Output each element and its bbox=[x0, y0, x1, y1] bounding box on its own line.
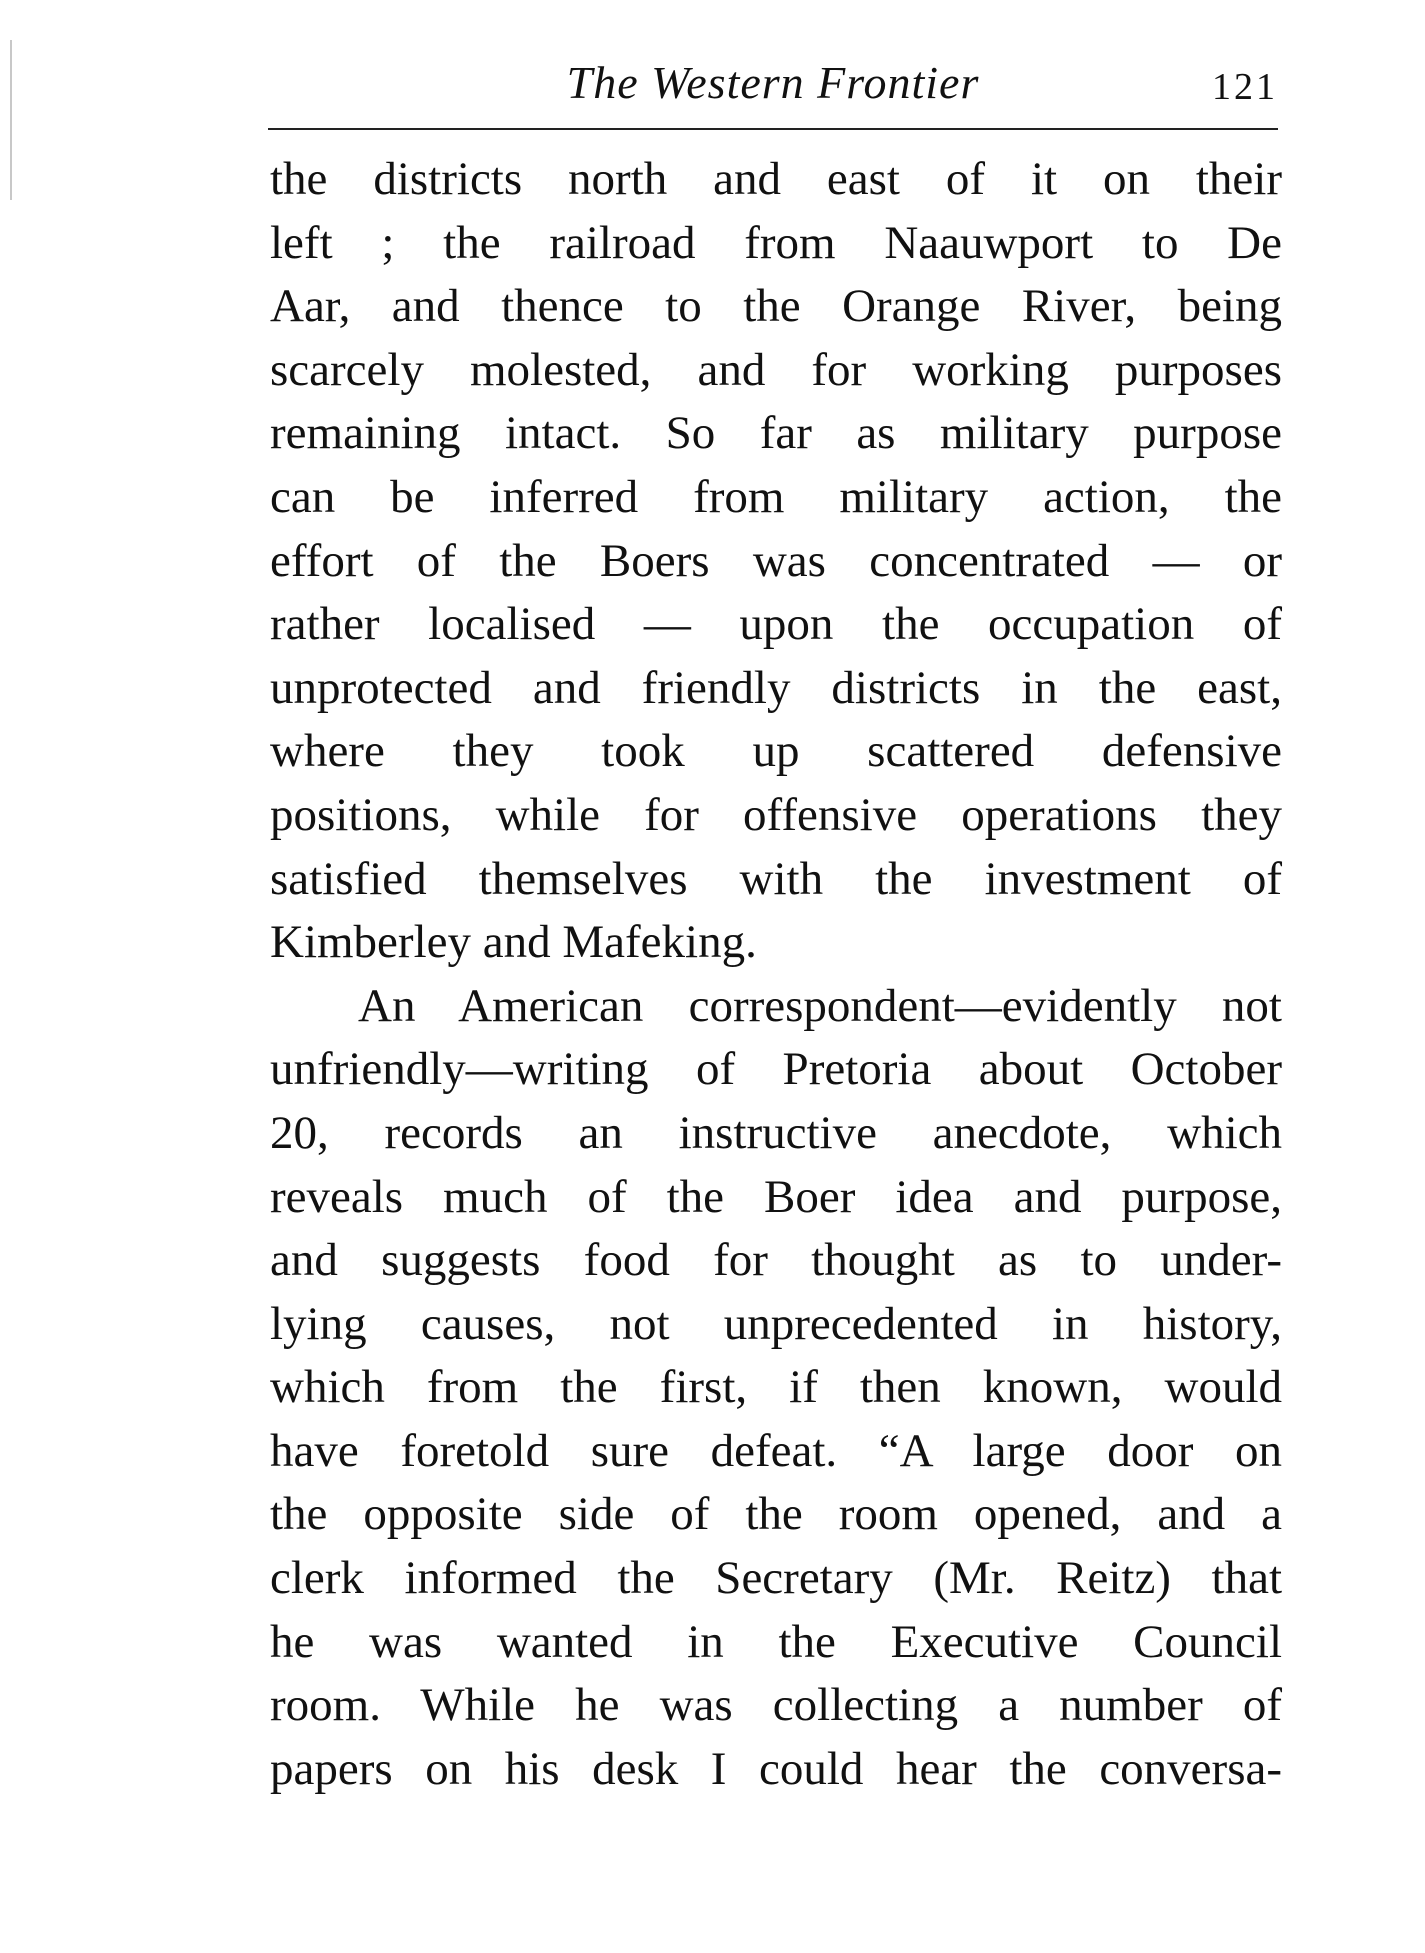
text-line: lying causes, not unprecedented in history, bbox=[270, 1297, 1282, 1350]
header-rule bbox=[268, 128, 1278, 130]
text-line: remaining intact. So far as military purpose bbox=[270, 407, 1282, 460]
text-line: unprotected and friendly districts in the east, bbox=[270, 661, 1282, 714]
text-line: satisfied themselves with the investment of bbox=[270, 852, 1282, 905]
text-line: clerk informed the Secretary (Mr. Reitz) that bbox=[270, 1552, 1282, 1605]
paragraph-2 bbox=[270, 975, 1282, 1802]
text-line: the opposite side of the room opened, and a bbox=[270, 1488, 1282, 1541]
text-line: rather localised — upon the occupation of bbox=[270, 598, 1282, 651]
text-line: Kimberley and Mafeking. bbox=[270, 916, 757, 969]
text-line: the districts north and east of it on their bbox=[270, 153, 1282, 205]
page-number: 121 bbox=[1212, 66, 1278, 108]
scan-margin-mark bbox=[10, 40, 12, 200]
text-line: unfriendly—writing of Pretoria about October bbox=[270, 1043, 1282, 1096]
text-line: reveals much of the Boer idea and purpose, bbox=[270, 1170, 1282, 1223]
text-line: have foretold sure defeat. “A large door on bbox=[270, 1424, 1282, 1477]
text-line: An American correspondent—evidently not bbox=[358, 979, 1282, 1032]
text-line: he was wanted in the Executive Council bbox=[270, 1615, 1282, 1668]
text-line: room. While he was collecting a number of bbox=[270, 1679, 1282, 1732]
text-line: Aar, and thence to the Orange River, being bbox=[270, 280, 1282, 333]
text-line: 20, records an instructive anecdote, which bbox=[270, 1106, 1282, 1159]
text-line: papers on his desk I could hear the conversa- bbox=[270, 1742, 1282, 1795]
text-line: scarcely molested, and for working purposes bbox=[270, 343, 1282, 396]
running-title: The Western Frontier bbox=[566, 57, 980, 108]
text-line: which from the first, if then known, would bbox=[270, 1361, 1282, 1414]
running-head bbox=[268, 50, 1278, 116]
text-line: can be inferred from military action, the bbox=[270, 470, 1282, 523]
text-line: left ; the railroad from Naauwport to De bbox=[270, 216, 1282, 269]
body-text bbox=[270, 148, 1282, 1801]
paragraph-1 bbox=[270, 148, 1282, 975]
text-line: and suggests food for thought as to under- bbox=[270, 1234, 1282, 1287]
text-line: positions, while for offensive operations they bbox=[270, 788, 1282, 841]
text-line: effort of the Boers was concentrated — or bbox=[270, 534, 1282, 587]
text-line: where they took up scattered defensive bbox=[270, 725, 1282, 778]
